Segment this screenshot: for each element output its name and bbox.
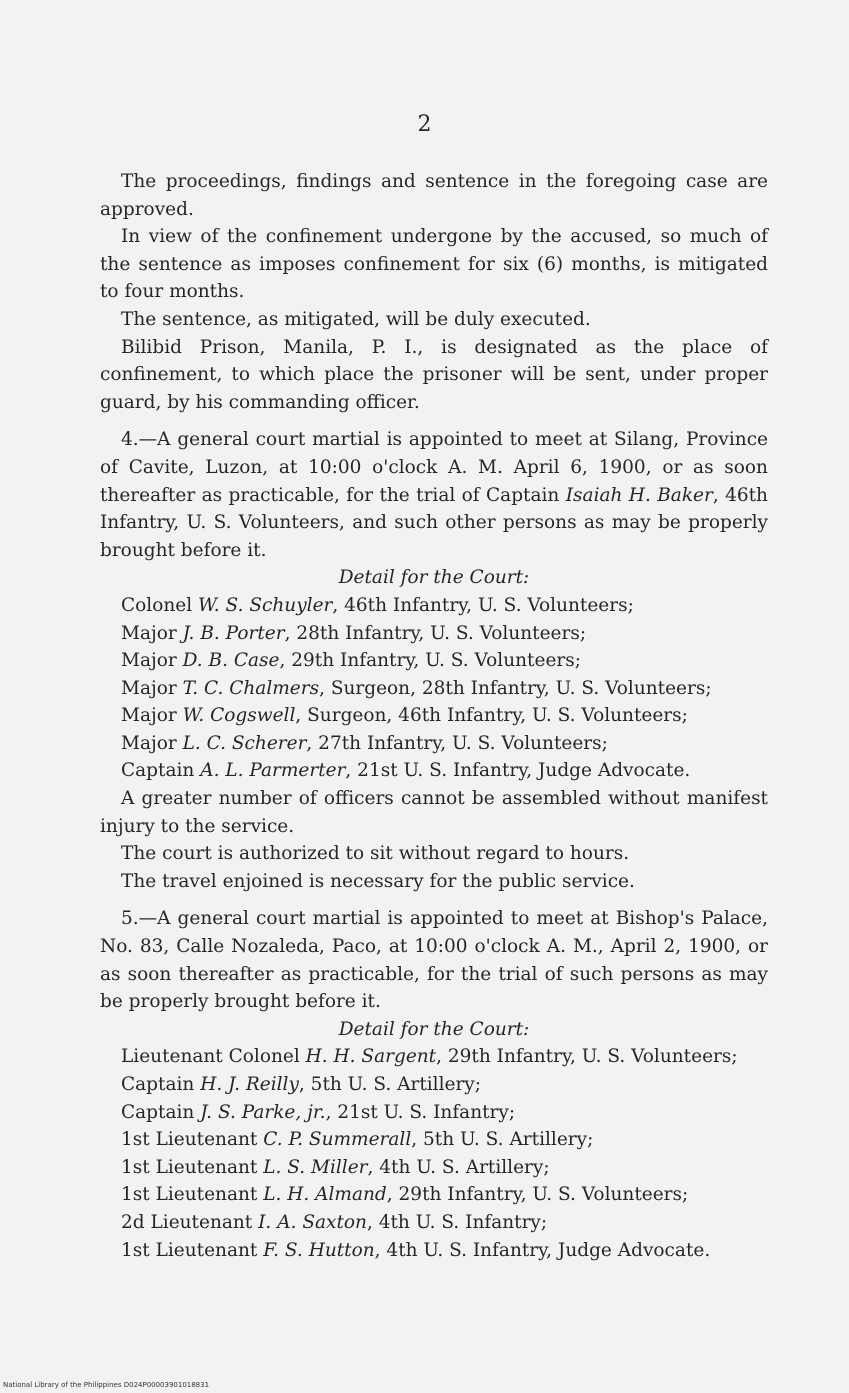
member-line: 1st Lieutenant L. S. Miller, 4th U. S. Artillery; bbox=[121, 1156, 550, 1178]
accused-name: Isaiah H. Baker bbox=[565, 484, 713, 506]
member-line: Major D. B. Case, 29th Infantry, U. S. Volunteers; bbox=[121, 650, 581, 672]
member-line: Lieutenant Colonel H. H. Sargent, 29th Infantry, U. S. Volunteers; bbox=[121, 1046, 738, 1068]
approval-paragraph: The proceedings, findings and sentence in the foregoing case are approved. bbox=[100, 171, 768, 220]
member-line: 2d Lieutenant I. A. Saxton, 4th U. S. Infantry; bbox=[121, 1211, 548, 1233]
section-4-heading: Detail for the Court: bbox=[338, 567, 530, 589]
order-body bbox=[100, 168, 768, 1264]
member-line: Captain H. J. Reilly, 5th U. S. Artillery; bbox=[121, 1074, 481, 1095]
member-line: Major L. C. Scherer, 27th Infantry, U. S. Volunteers; bbox=[121, 732, 608, 754]
member-line: Captain A. L. Parmerter, 21st U. S. Infantry, Judge Advocate. bbox=[121, 760, 691, 782]
member-line: Major J. B. Porter, 28th Infantry, U. S. Volunteers; bbox=[121, 622, 587, 644]
member-line: Major W. Cogswell, Surgeon, 46th Infantry, U. S. Volunteers; bbox=[121, 705, 688, 727]
member-line: Captain J. S. Parke, jr., 21st U. S. Infantry; bbox=[121, 1101, 516, 1123]
member-line: 1st Lieutenant C. P. Summerall, 5th U. S. Artillery; bbox=[121, 1129, 594, 1151]
mitigation-paragraph: In view of the confinement undergone by the accused, so much of the sentence as imposes confinement for six (6) months, is mitigated to four months. bbox=[100, 226, 768, 303]
officers-note: A greater number of officers cannot be assembled without manifest injury to the service. bbox=[100, 788, 768, 837]
hours-note: The court is authorized to sit without regard to hours. bbox=[121, 843, 630, 865]
member-line: 1st Lieutenant F. S. Hutton, 4th U. S. Infantry, Judge Advocate. bbox=[121, 1239, 711, 1261]
travel-note: The travel enjoined is necessary for the public service. bbox=[121, 870, 635, 892]
member-line: Major T. C. Chalmers, Surgeon, 28th Infantry, U. S. Volunteers; bbox=[121, 677, 712, 699]
member-line: Colonel W. S. Schuyler, 46th Infantry, U. S. Volunteers; bbox=[121, 594, 634, 616]
page-number: 2 bbox=[417, 112, 432, 137]
execution-paragraph: The sentence, as mitigated, will be duly executed. bbox=[121, 308, 591, 330]
confinement-paragraph: Bilibid Prison, Manila, P. I., is designated as the place of confinement, to which place the prisoner will be sent, under proper guard, by his commanding officer. bbox=[100, 336, 768, 413]
section-4-members bbox=[100, 592, 768, 785]
member-line: 1st Lieutenant L. H. Almand, 29th Infantry, U. S. Volunteers; bbox=[121, 1184, 689, 1206]
library-footer: National Library of the Philippines D024P00003901018831 bbox=[3, 1381, 210, 1389]
section-5-paragraph: 5.—A general court martial is appointed to meet at Bishop's Palace, No. 83, Calle Nozaleda, Paco, at 10:00 o'clock A. M., April 2, 1900, or as soon thereafter as practicable, for the trial of such persons as may be properly brought before it. bbox=[100, 908, 768, 1013]
section-5-members bbox=[100, 1043, 768, 1264]
section-4-paragraph: 4.—A general court martial is appointed to meet at Silang, Province of Cavite, Luzon, at 10:00 o'clock A. M. April 6, 1900, or as soon thereafter as practicable, for the trial of Captain Isaiah H. Baker, 46th Infantry, U. S. Volunteers, and such other persons as may be properly brought before it. bbox=[100, 429, 768, 561]
section-5-heading: Detail for the Court: bbox=[338, 1018, 530, 1040]
